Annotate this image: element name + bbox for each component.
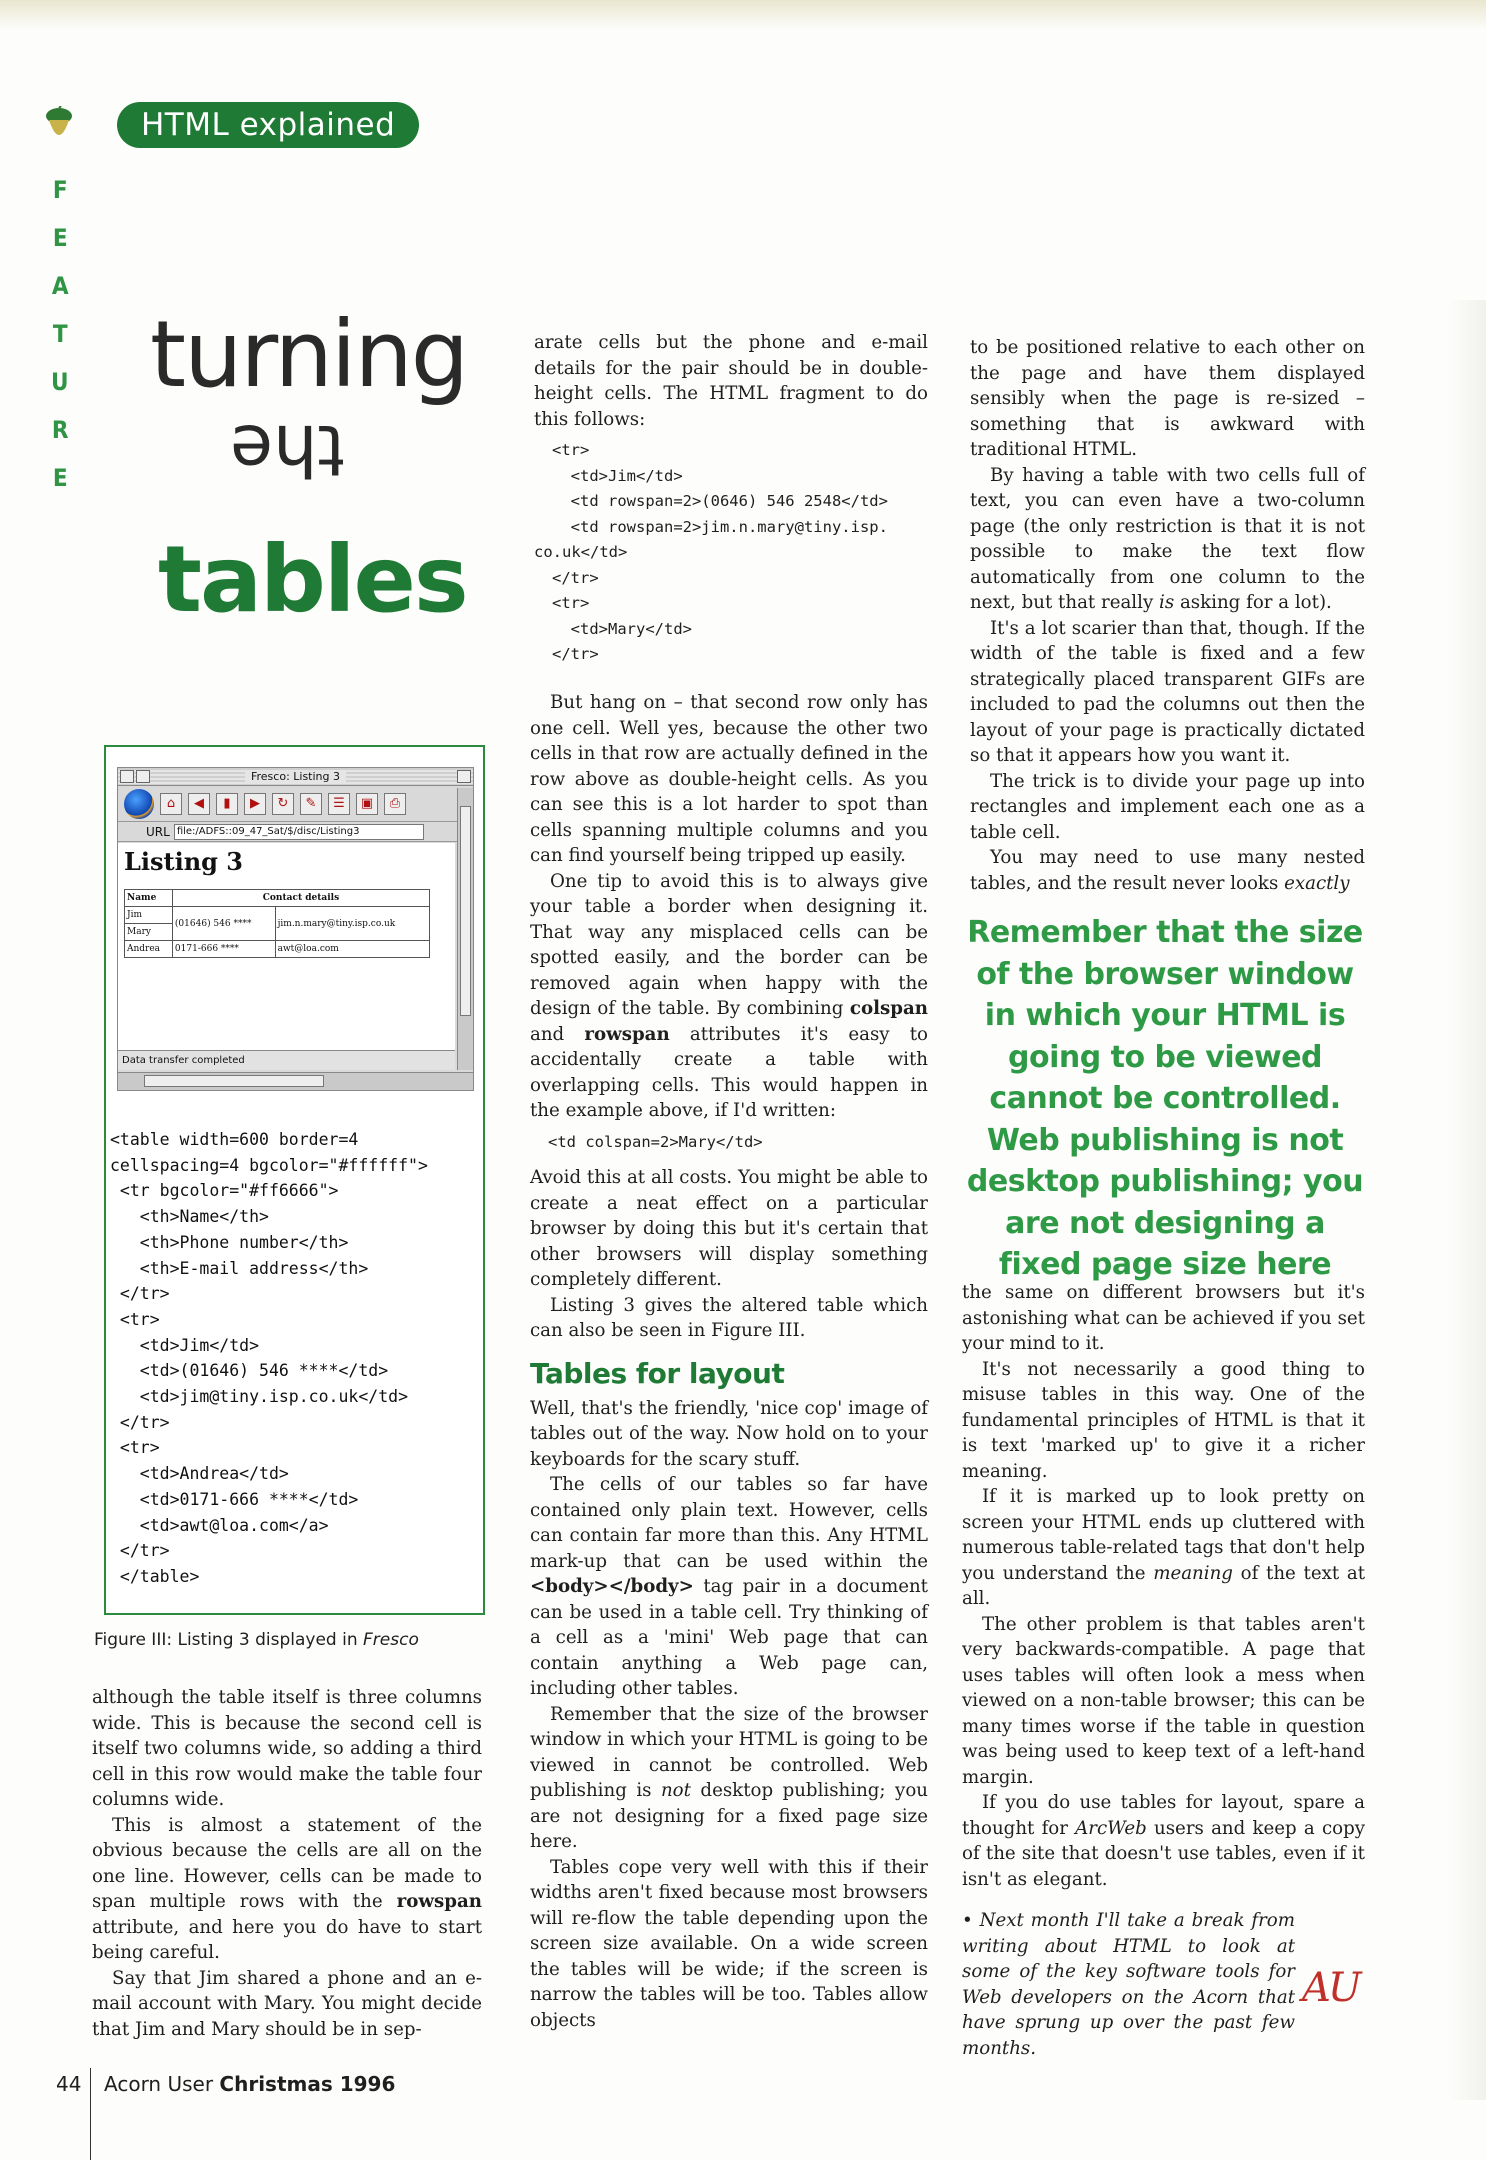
feature-letter: E <box>52 464 68 492</box>
globe-icon <box>124 789 154 819</box>
reload-icon: ↻ <box>272 793 294 815</box>
toggle-size-icon <box>457 770 471 783</box>
table-header: Contact details <box>172 890 429 907</box>
column-2-top <box>534 330 928 678</box>
paragraph: Well, that's the friendly, 'nice cop' image of tables out of the way. Now hold on to your keyboards for the scary stuff. <box>530 1397 928 1470</box>
close-box-icon <box>136 770 150 783</box>
paragraph: But hang on – that second row only has one cell. Well yes, because the other two cells in that row are actually defined in the row above as double-height cells. As you can see this is a lot harder to spot than cells spanning multiple columns and you can find yourself being tripped up easily. <box>530 692 928 866</box>
feature-letter: R <box>51 416 69 444</box>
text-run: of the text at all. <box>962 1562 1366 1609</box>
paragraph: Say that Jim shared a phone and an e-mail account with Mary. You might decide that Jim and Mary should be in sep- <box>92 1967 482 2040</box>
paragraph: although the table itself is three columns wide. This is because the second cell is itself two columns wide, so adding a third cell in this row would make the table four columns wide. <box>92 1687 482 1810</box>
save-icon: ▣ <box>356 793 378 815</box>
text-run: and <box>530 1023 585 1045</box>
emphasis: ArcWeb <box>1075 1817 1147 1839</box>
paragraph: The other problem is that tables aren't very backwards-compatible. A page that uses tables will often look a mess when viewed on a non-table browser; this can be many times worse if the table in question was being used to keep text of a left-hand margin. <box>962 1613 1365 1788</box>
paragraph <box>970 845 1365 896</box>
figure-box <box>104 745 485 1615</box>
table-row <box>125 907 430 924</box>
paragraph <box>92 1813 482 1966</box>
paragraph <box>530 1702 928 1855</box>
code-term: rowspan <box>584 1023 670 1045</box>
paragraph <box>970 463 1365 616</box>
column-3-top <box>970 335 1365 896</box>
paragraph: Tables cope very well with this if their widths aren't fixed because most browsers will re-flow the table depending upon the screen size available. On a wide screen the tables will be wide; if the screen is narrow the tables will be too. Tables allow objects <box>530 1856 928 2031</box>
paragraph: Listing 3 gives the altered table which can also be seen in Figure III. <box>530 1294 928 1341</box>
code-fragment-end: </tr> <tr> <td>Mary</td> </tr> <box>552 568 692 663</box>
table-row <box>125 890 430 907</box>
column-2 <box>530 690 928 2033</box>
text-run: If you do use tables for layout, spare a thought for <box>962 1792 1365 1839</box>
table-cell: jim.n.mary@tiny.isp.co.uk <box>275 907 429 941</box>
code-term: <body></body> <box>530 1576 694 1597</box>
paragraph: arate cells but the phone and e-mail details for the pair should be in double-height cells. The HTML fragment to do this follows: <box>534 332 928 430</box>
feature-letter: F <box>52 176 68 204</box>
magazine-name: Acorn User <box>104 2072 214 2096</box>
section-tag: HTML explained <box>117 102 419 148</box>
text-run: asking for a lot). <box>1174 592 1332 613</box>
home-icon: ⌂ <box>160 793 182 815</box>
page-number: 44 <box>56 2072 82 2096</box>
status-bar: Data transfer completed <box>118 1050 455 1070</box>
url-field: file:/ADFS::09_47_Sat/$/disc/Listing3 <box>174 824 424 840</box>
rendered-table <box>124 889 430 958</box>
list-icon: ☰ <box>328 793 350 815</box>
code-fragment-wrap: co.uk</td> <box>534 543 628 561</box>
feature-vertical-label <box>44 178 76 490</box>
back-box-icon <box>120 770 134 783</box>
subheading: Tables for layout <box>530 1356 785 1390</box>
browser-screenshot <box>117 767 474 1091</box>
browser-content <box>118 843 455 1050</box>
feature-letter: E <box>52 224 68 252</box>
table-cell: (01646) 546 **** <box>172 907 275 941</box>
figure-caption <box>94 1630 419 1650</box>
code-fragment: <td colspan=2>Mary</td> <box>548 1132 763 1151</box>
table-cell: Andrea <box>125 941 173 958</box>
stop-icon: ▮ <box>216 793 238 815</box>
top-edge <box>0 0 1486 30</box>
listing-heading: Listing 3 <box>124 847 243 876</box>
page-footer <box>0 2060 700 2160</box>
text-run: attribute, and here you do have to start being careful. <box>92 1916 482 1963</box>
emphasis: meaning <box>1153 1562 1233 1584</box>
paragraph <box>962 1484 1365 1612</box>
paragraph: It's not necessarily a good thing to misuse tables in this way. One of the fundamental principles of HTML is that it is text 'marked up' to give it a richer meaning. <box>962 1358 1365 1482</box>
column-1 <box>92 1685 482 2042</box>
text-run: attributes it's easy to accidentally create a table with overlapping cells. This would happen in the example above, if I'd written: <box>530 1023 928 1121</box>
text-run: By having a table with two cells full of text, you can even have a two-column page (the only restriction is that it is not possible to make the text flow automatically from one column to the next, but that really <box>970 464 1365 613</box>
paragraph: to be positioned relative to each other on the page and have them displayed sensibly when the page is re-sized – something that is awkward with traditional HTML. <box>970 337 1365 460</box>
feature-letter: A <box>51 272 69 300</box>
text-run: The cells of our tables so far have contained only plain text. However, cells can contain far more than this. Any HTML mark-up that can be used within the <box>530 1474 928 1572</box>
caption-text: Figure III: Listing 3 displayed in <box>94 1630 364 1650</box>
table-cell: awt@loa.com <box>275 941 429 958</box>
acorn-icon <box>44 106 74 146</box>
footer-divider <box>90 2068 91 2160</box>
page-edge-shadow <box>1448 300 1486 2100</box>
feature-letter: T <box>52 320 68 348</box>
paragraph <box>962 1790 1365 1892</box>
text-run: desktop publishing; you are not designing for a fixed page size here. <box>530 1780 928 1852</box>
title-line-1: turning <box>150 301 468 408</box>
issue-date: Christmas 1996 <box>219 2072 396 2096</box>
table-cell: 0171-666 **** <box>172 941 275 958</box>
title-line-3: tables <box>158 526 467 633</box>
listing-code: <table width=600 border=4 cellspacing=4 bgcolor="#ffffff"> <tr bgcolor="#ff6666"> <th>Name</th> <th>Phone number</th> <th>E-mail address</th> </tr> <tr> <td>Jim</td> <td>(01646) 546 ****</td> <td>jim@tiny.isp.co.uk</td> </tr> <tr> <td>Andrea</td> <td>0171-666 ****</td> <td>awt@loa.com</a> </tr> </table> <box>110 1130 428 1586</box>
magazine-issue <box>104 2072 395 2096</box>
paragraph: Avoid this at all costs. You might be able to create a neat effect on a particular browser by doing this but it's certain that other browsers will display something completely different. <box>530 1167 928 1290</box>
feature-letter: U <box>51 368 69 396</box>
code-term: colspan <box>849 998 928 1019</box>
code-term: rowspan <box>396 1891 482 1912</box>
text-run: Remember that the size of the browser window in which your HTML is going to be viewed in cannot be controlled. Web publishing is <box>530 1703 928 1801</box>
text-run: tag pair in a document can be used in a table cell. Try thinking of a cell as a 'mini' Web page that can contain anything a Web page can, including other tables. <box>530 1576 928 1699</box>
caption-app: Fresco <box>363 1630 419 1650</box>
horizontal-scrollbar <box>118 1072 473 1090</box>
text-run: If it is marked up to look pretty on screen your HTML ends up cluttered with numerous table-related tags that don't help you understand the <box>962 1486 1365 1584</box>
back-icon: ◀ <box>188 793 210 815</box>
pull-quote: Remember that the size of the browser window in which your HTML is going to be viewed cannot be controlled. Web publishing is not desktop publishing; you are not designing a fixed page size here <box>966 915 1364 1282</box>
acorn-user-logo: AU <box>1302 1965 1359 2011</box>
footnote: • Next month I'll take a break from writing about HTML to look at some of the key software tools for Web developers on the Acorn that have sprung up over the past few months. <box>962 1910 1295 2059</box>
table-cell: Jim <box>125 907 173 924</box>
print-icon: ⎙ <box>384 793 406 815</box>
paragraph <box>530 869 928 1124</box>
title-line-2-upside-down: the <box>230 409 345 491</box>
code-fragment: <tr> <td>Jim</td> <td rowspan=2>(0646) 546 2548</td> <td rowspan=2>jim.n.mary@tiny.isp. <box>552 441 888 536</box>
url-row <box>118 822 473 842</box>
emphasis: not <box>660 1780 691 1801</box>
window-titlebar <box>118 768 473 786</box>
edit-icon: ✎ <box>300 793 322 815</box>
paragraph: The trick is to divide your page up into rectangles and implement each one as a table cell. <box>970 770 1365 843</box>
browser-toolbar <box>118 786 473 822</box>
table-row <box>125 941 430 958</box>
window-title: Fresco: Listing 3 <box>245 770 346 783</box>
url-label: URL <box>146 824 170 839</box>
text-run: This is almost a statement of the obvious because the cells are all on the one line. However, cells can be made to span multiple rows with the <box>92 1814 482 1912</box>
vertical-scrollbar <box>457 788 473 1070</box>
table-cell: Mary <box>125 924 173 941</box>
emphasis: exactly <box>1284 872 1350 894</box>
text-run: One tip to avoid this is to always give your table a border when designing it. That way any misplaced cells can be spotted easily, and the border can be removed again when happy with the design of the table. By combining <box>530 870 928 1019</box>
text-run: You may need to use many nested tables, and the result never looks <box>970 847 1365 894</box>
paragraph: It's a lot scarier than that, though. If the width of the table is fixed and a few strategically placed transparent GIFs are included to pad the columns out then the layout of your page is practically dictated so that it appears how you want it. <box>970 617 1365 766</box>
column-3 <box>962 1280 1365 2061</box>
table-header: Name <box>125 890 173 907</box>
paragraph <box>530 1472 928 1702</box>
emphasis: is <box>1159 592 1175 613</box>
text-run: users and keep a copy of the site that doesn't use tables, even if it isn't as elegant. <box>962 1817 1365 1890</box>
paragraph: the same on different browsers but it's astonishing what can be achieved if you set your mind to it. <box>962 1282 1365 1354</box>
forward-icon: ▶ <box>244 793 266 815</box>
scroll-thumb <box>460 806 471 1016</box>
scroll-thumb <box>144 1075 324 1087</box>
